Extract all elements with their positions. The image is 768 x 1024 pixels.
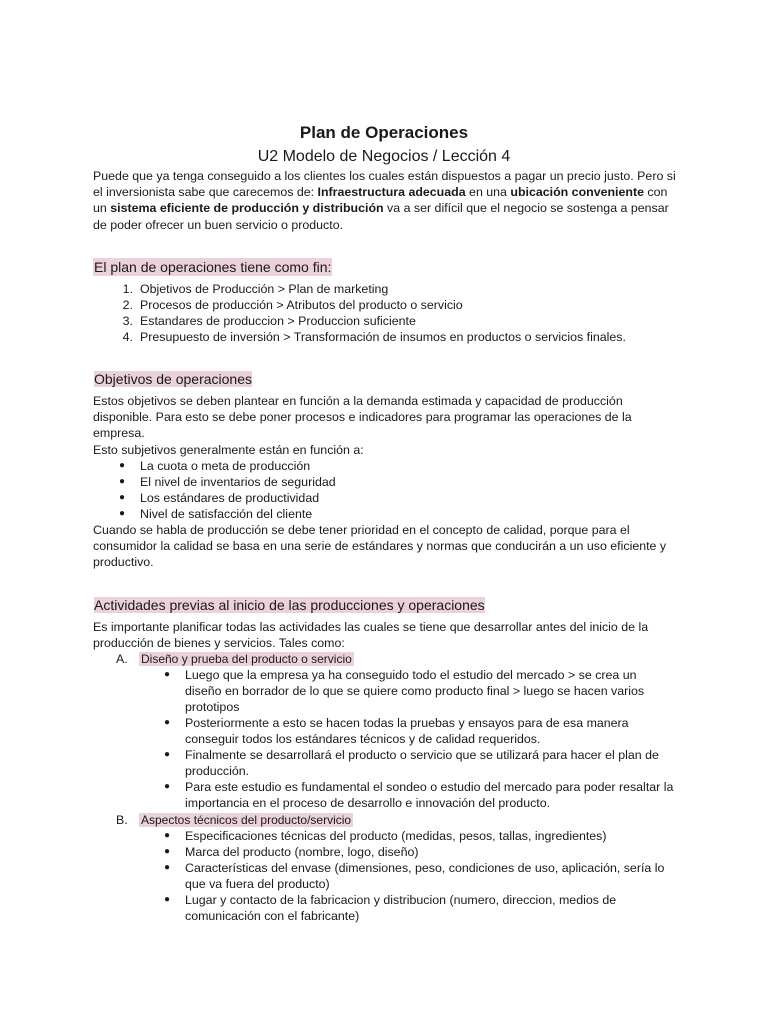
intro-paragraph: Puede que ya tenga conseguido a los clientes los cuales están dispuestos a pagar un precio justo. Pero si el inversionista sabe que carecemos de: Infraestructura adecuada en una ubicación conveniente con un sistema eficiente de producción y distribución va a ser difícil que el negocio se sostenga a pensar de poder ofrecer un buen servicio o producto. (93, 169, 676, 232)
actividades-paragraph: Es importante planificar todas las actividades las cuales se tiene que desarrollar antes del inicio de la producción de bienes y servicios. Tales como: (93, 620, 649, 651)
list-item: ● Luego que la empresa ya ha conseguido todo el estudio del mercado > se crea un diseño en borrador de lo que se quiere como producto final > luego se hacen varios prototipos (164, 668, 645, 714)
document-title: Plan de Operaciones (299, 123, 469, 142)
objetivos-bullet-list (119, 458, 660, 522)
list-item: ● Para este estudio es fundamental el sondeo o estudio del mercado para poder resaltar la importancia en el proceso de desarrollo e innovación del producto. (164, 780, 674, 810)
list-item: ● Marca del producto (nombre, logo, diseño) (164, 845, 419, 859)
section-heading-plan: El plan de operaciones tiene como fin: (94, 259, 332, 275)
plan-goals-list (122, 281, 700, 345)
list-item: A. Diseño y prueba del producto o servicio (116, 652, 352, 666)
list-item: 4. Presupuesto de inversión > Transformación de insumos en productos o servicios finales. (122, 330, 626, 344)
list-item: ● Los estándares de productividad (119, 491, 320, 505)
objetivos-paragraph: Estos objetivos se deben plantear en función a la demanda estimada y capacidad de producción disponible. Para esto se debe poner procesos e indicadores para programar las operaciones de la empresa. (93, 394, 632, 441)
section-heading-actividades: Actividades previas al inicio de las producciones y operaciones (94, 597, 485, 613)
activities-alpha-list (116, 651, 679, 667)
list-item: ● Especificaciones técnicas del producto (medidas, pesos, tallas, ingredientes) (164, 829, 607, 843)
list-item: ● Finalmente se desarrollará el producto o servicio que se utilizará para hacer el plan de producción. (164, 748, 659, 778)
list-item: 2. Procesos de producción > Atributos del producto o servicio (122, 298, 463, 312)
section-heading-objetivos: Objetivos de operaciones (94, 371, 252, 387)
objetivos-intro-line: Esto subjetivos generalmente están en función a: (93, 443, 364, 457)
document-subtitle: U2 Modelo de Negocios / Lección 4 (257, 148, 511, 165)
list-item: 1. Objetivos de Producción > Plan de marketing (122, 282, 389, 296)
subsection-label-diseno: Diseño y prueba del producto o servicio (141, 652, 352, 666)
list-item: ● Nivel de satisfacción del cliente (119, 507, 313, 521)
list-item: B. Aspectos técnicos del producto/servicio (116, 813, 352, 827)
list-item: ● Lugar y contacto de la fabricacion y distribucion (numero, direccion, medios de comunicación con el fabricante) (164, 893, 617, 923)
list-item: ● El nivel de inventarios de seguridad (119, 475, 336, 489)
list-item: 3. Estandares de produccion > Produccion suficiente (122, 314, 416, 328)
subsection-label-aspectos: Aspectos técnicos del producto/servicio (141, 813, 352, 827)
activities-alpha-list-b (116, 812, 679, 828)
list-item: ● Características del envase (dimensiones, peso, condiciones de uso, aplicación, sería lo que va fuera del producto) (164, 861, 665, 891)
calidad-paragraph: Cuando se habla de producción se debe tener prioridad en el concepto de calidad, porque para el consumidor la calidad se basa en una serie de estándares y normas que conducirán a un uso eficiente y productivo. (93, 523, 667, 570)
aspectos-bullet-list (164, 828, 675, 924)
diseno-bullet-list (164, 667, 675, 811)
list-item: ● La cuota o meta de producción (119, 459, 311, 473)
list-item: ● Posteriormente a esto se hacen todas la pruebas y ensayos para de esa manera conseguir todos los estándares técnicos y de calidad requeridos. (164, 716, 629, 746)
